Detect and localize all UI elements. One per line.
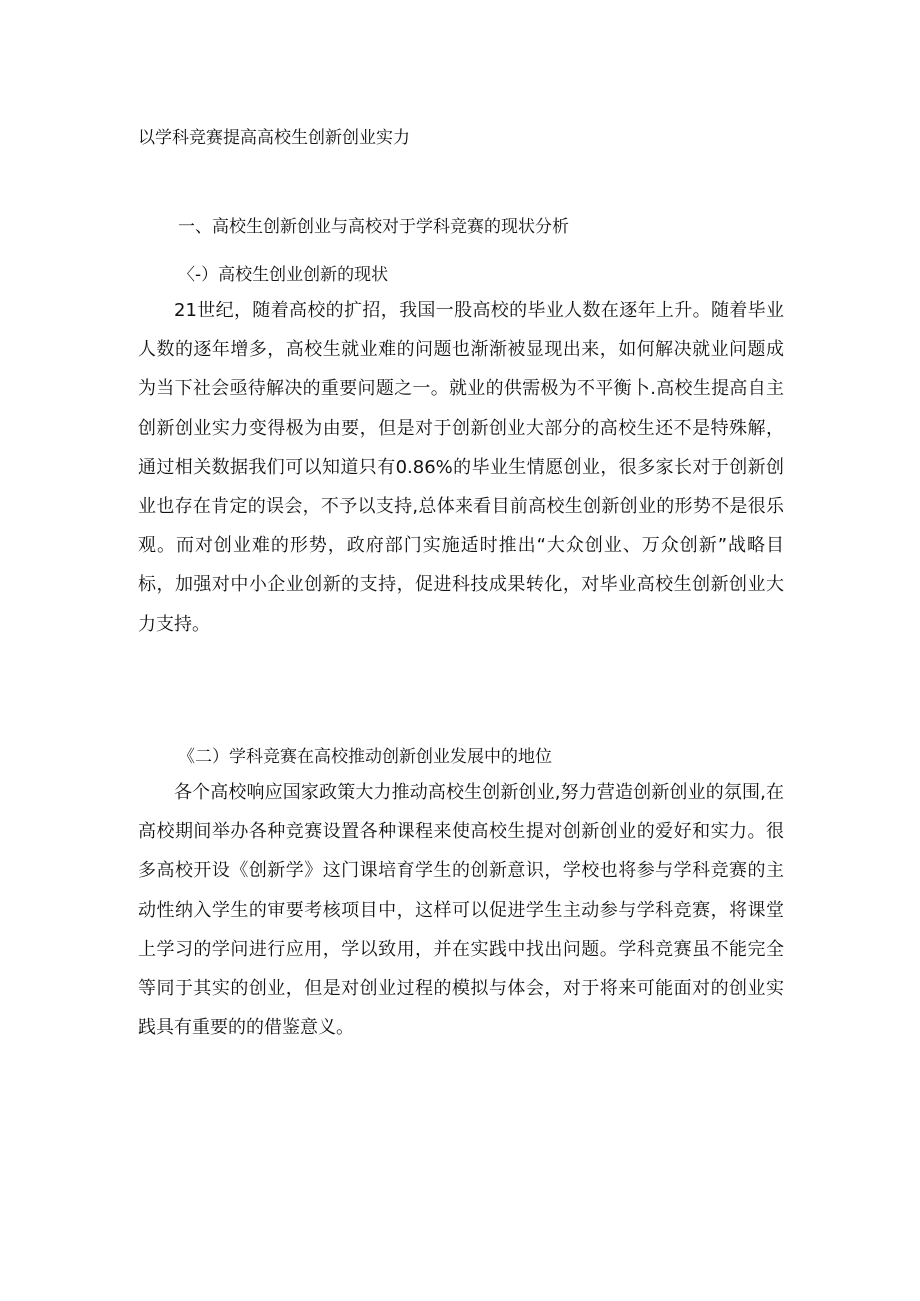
subsection-heading: 《二）学科竞赛在高校推动创新创业发展中的地位	[178, 747, 552, 767]
section-heading: 一、高校生创新创业与高校对于学科竞赛的现状分析	[178, 217, 569, 237]
body-paragraph: 各个高校响应国家政策大力推动高校生创新创业,努力营造创新创业的氛围,在高校期间举办各种竞赛设置各种课程来使高校生提对创新创业的爱好和实力。很多高校开设《创新学》这门课培育学生的创新意识，学校也将参与学科竞赛的主动性纳入学生的审要考核项目中，这样可以促进学生主动参与学科竞赛，将课堂上学习的学问进行应用，学以致用，并在实践中找出问题。学科竞赛虽不能完全等同于其实的创业，但是对创业过程的模拟与体会，对于将来可能面对的创业实践具有重要的的借鉴意义。	[138, 782, 784, 1039]
document-title: 以学科竞赛提高高校生创新创业实力	[138, 128, 410, 148]
body-paragraph: 21世纪，随着高校的扩招，我国一股高校的毕业人数在逐年上升。随着毕业人数的逐年增多，高校生就业难的问题也渐渐被显现出来，如何解决就业问题成为当下社会亟待解决的重要问题之一。就业的供需极为不平衡卜.高校生提高自主创新创业实力变得极为由要，但是对于创新创业大部分的高校生还不是特殊解，通过相关数据我们可以知道只有0.86%的毕业生情愿创业，很多家长对于创新创业也存在肯定的误会，不予以支持,总体来看目前高校生创新创业的形势不是很乐观。而对创业难的形势，政府部门实施适时推出“大众创业、万众创新”战略目标，加强对中小企业创新的支持，促进科技成果转化，对毕业高校生创新创业大力支持。	[138, 300, 784, 635]
subsection-heading: 〈-）高校生创业创新的现状	[178, 265, 389, 285]
